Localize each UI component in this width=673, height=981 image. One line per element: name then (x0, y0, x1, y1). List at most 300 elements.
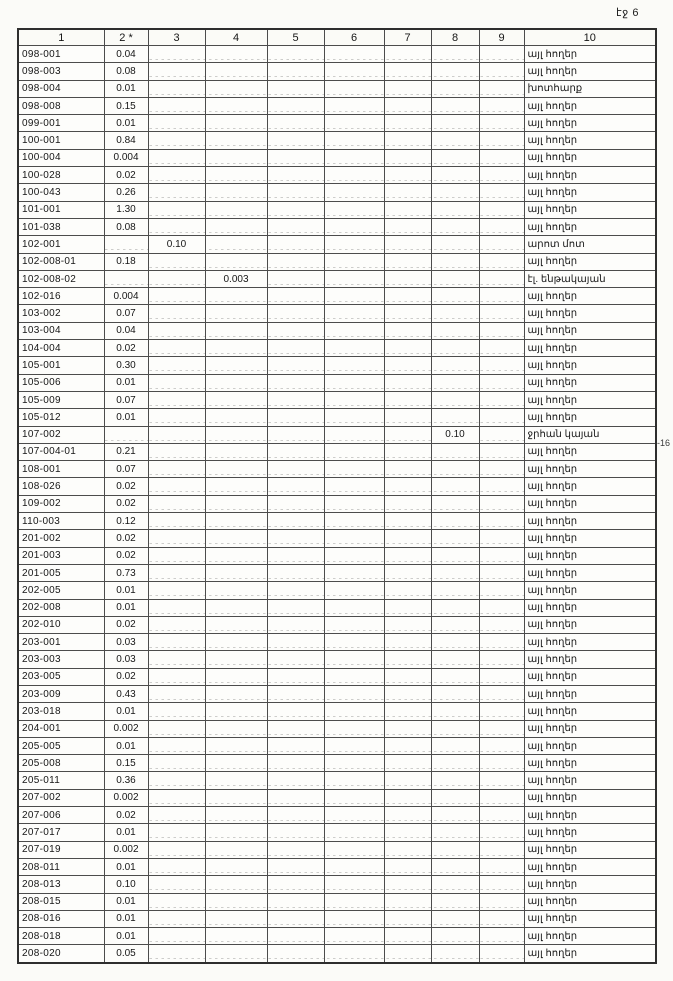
cell-area-value (148, 132, 205, 149)
cell-area-value (205, 876, 267, 893)
cell-area-value: 0.01 (104, 737, 148, 754)
table-row (18, 270, 656, 287)
cell-area-value (324, 80, 384, 97)
cell-area-value (324, 409, 384, 426)
cell-area-value (479, 80, 524, 97)
cell-area-value: 0.004 (104, 288, 148, 305)
table-row (18, 426, 656, 443)
cell-area-value (431, 599, 479, 616)
cell-area-value (479, 46, 524, 63)
cell-area-value (479, 305, 524, 322)
cell-area-value (384, 288, 431, 305)
cell-area-value (431, 807, 479, 824)
cell-area-value: 0.02 (104, 495, 148, 512)
cell-area-value (205, 789, 267, 806)
cell-area-value (431, 478, 479, 495)
cell-land-category: այլ հողեր (524, 253, 656, 270)
table-row (18, 97, 656, 114)
cell-area-value (431, 858, 479, 875)
table-row (18, 789, 656, 806)
cell-area-value: 0.18 (104, 253, 148, 270)
cell-area-value (205, 893, 267, 910)
table-row (18, 928, 656, 945)
cell-land-category: այլ հողեր (524, 668, 656, 685)
table-row (18, 391, 656, 408)
cell-area-value (431, 253, 479, 270)
cell-area-value (324, 201, 384, 218)
cell-area-value (104, 270, 148, 287)
cell-area-value (324, 755, 384, 772)
cell-area-value: 0.04 (104, 46, 148, 63)
cell-area-value: 0.002 (104, 841, 148, 858)
cell-area-value: 0.02 (104, 340, 148, 357)
cell-area-value (479, 167, 524, 184)
table-row (18, 634, 656, 651)
cell-area-value (205, 201, 267, 218)
cell-area-value (479, 824, 524, 841)
table-row (18, 668, 656, 685)
cell-parcel-code: 101-001 (18, 201, 104, 218)
cell-land-category: այլ հողեր (524, 513, 656, 530)
cell-land-category: այլ հողեր (524, 824, 656, 841)
cell-area-value (384, 789, 431, 806)
cell-area-value (205, 772, 267, 789)
cell-parcel-code: 105-006 (18, 374, 104, 391)
cell-area-value (205, 374, 267, 391)
cell-area-value (148, 720, 205, 737)
cell-area-value (267, 63, 324, 80)
column-header: 8 (431, 29, 479, 46)
cell-area-value (205, 80, 267, 97)
table-row (18, 80, 656, 97)
cell-area-value (431, 270, 479, 287)
cell-area-value (148, 97, 205, 114)
cell-land-category: այլ հողեր (524, 322, 656, 339)
cell-land-category: այլ հողեր (524, 167, 656, 184)
cell-area-value (148, 478, 205, 495)
cell-area-value (148, 184, 205, 201)
cell-area-value (479, 374, 524, 391)
cell-area-value (384, 253, 431, 270)
cell-area-value (267, 391, 324, 408)
column-header: 1 (18, 29, 104, 46)
cell-area-value (148, 737, 205, 754)
column-header: 5 (267, 29, 324, 46)
cell-area-value (479, 720, 524, 737)
cell-area-value (479, 651, 524, 668)
cell-area-value (267, 720, 324, 737)
cell-parcel-code: 108-026 (18, 478, 104, 495)
cell-area-value (205, 616, 267, 633)
cell-area-value (148, 46, 205, 63)
cell-area-value (324, 668, 384, 685)
cell-area-value (267, 115, 324, 132)
cell-area-value (431, 132, 479, 149)
table-row (18, 201, 656, 218)
cell-area-value (324, 599, 384, 616)
table-row (18, 547, 656, 564)
cell-parcel-code: 208-018 (18, 928, 104, 945)
cell-area-value (479, 893, 524, 910)
cell-parcel-code: 098-001 (18, 46, 104, 63)
cell-area-value (324, 582, 384, 599)
cell-area-value (205, 357, 267, 374)
cell-area-value (384, 80, 431, 97)
cell-area-value (148, 513, 205, 530)
cell-land-category: ջրհան կայան (524, 426, 656, 443)
cell-area-value (148, 945, 205, 963)
cell-area-value (148, 685, 205, 702)
column-header: 6 (324, 29, 384, 46)
cell-area-value (267, 461, 324, 478)
cell-area-value (148, 201, 205, 218)
cell-area-value (148, 564, 205, 581)
cell-area-value (267, 426, 324, 443)
cell-area-value (384, 495, 431, 512)
cell-area-value: 0.12 (104, 513, 148, 530)
cell-area-value: 0.43 (104, 685, 148, 702)
cell-area-value (205, 807, 267, 824)
table-row (18, 720, 656, 737)
cell-land-category: այլ հողեր (524, 149, 656, 166)
cell-area-value (431, 737, 479, 754)
cell-area-value: 0.36 (104, 772, 148, 789)
cell-area-value: 0.02 (104, 478, 148, 495)
cell-parcel-code: 203-009 (18, 685, 104, 702)
cell-parcel-code: 205-008 (18, 755, 104, 772)
cell-area-value (148, 443, 205, 460)
cell-area-value: 0.01 (104, 858, 148, 875)
cell-parcel-code: 207-006 (18, 807, 104, 824)
cell-area-value (384, 409, 431, 426)
table-row (18, 564, 656, 581)
cell-area-value (148, 616, 205, 633)
cell-area-value (384, 46, 431, 63)
cell-parcel-code: 110-003 (18, 513, 104, 530)
column-header: 2 * (104, 29, 148, 46)
table-row (18, 876, 656, 893)
table-row (18, 167, 656, 184)
cell-area-value (431, 46, 479, 63)
table-row (18, 236, 656, 253)
cell-area-value (148, 288, 205, 305)
cell-area-value (384, 236, 431, 253)
cell-area-value (384, 426, 431, 443)
cell-area-value (384, 340, 431, 357)
cell-area-value (479, 547, 524, 564)
cell-area-value: 0.01 (104, 374, 148, 391)
cell-parcel-code: 100-004 (18, 149, 104, 166)
cell-area-value (479, 63, 524, 80)
cell-area-value: 0.02 (104, 530, 148, 547)
cell-area-value (205, 755, 267, 772)
cell-area-value (324, 322, 384, 339)
cell-area-value (205, 564, 267, 581)
cell-area-value (148, 63, 205, 80)
table-row (18, 513, 656, 530)
cell-area-value: 0.10 (104, 876, 148, 893)
land-parcel-table (17, 28, 657, 964)
cell-area-value (479, 426, 524, 443)
table-row (18, 824, 656, 841)
cell-area-value (148, 547, 205, 564)
table-row (18, 599, 656, 616)
cell-land-category: այլ հողեր (524, 928, 656, 945)
cell-area-value (324, 634, 384, 651)
cell-area-value (205, 322, 267, 339)
cell-area-value (479, 582, 524, 599)
cell-area-value (148, 841, 205, 858)
cell-area-value (267, 340, 324, 357)
cell-land-category: այլ հողեր (524, 876, 656, 893)
cell-area-value (267, 253, 324, 270)
cell-area-value (148, 391, 205, 408)
cell-land-category: այլ հողեր (524, 772, 656, 789)
table-row (18, 46, 656, 63)
cell-parcel-code: 105-009 (18, 391, 104, 408)
cell-area-value (324, 288, 384, 305)
cell-area-value: 0.10 (431, 426, 479, 443)
cell-area-value (431, 564, 479, 581)
cell-area-value: 0.01 (104, 115, 148, 132)
cell-land-category: այլ հողեր (524, 288, 656, 305)
cell-area-value (431, 910, 479, 927)
cell-area-value (205, 530, 267, 547)
cell-area-value (267, 357, 324, 374)
cell-area-value (431, 616, 479, 633)
cell-area-value (479, 340, 524, 357)
cell-area-value (479, 634, 524, 651)
cell-area-value (384, 443, 431, 460)
cell-area-value (384, 305, 431, 322)
cell-area-value: 0.84 (104, 132, 148, 149)
cell-area-value (205, 478, 267, 495)
cell-area-value (205, 115, 267, 132)
cell-parcel-code: 202-008 (18, 599, 104, 616)
cell-area-value (148, 703, 205, 720)
table-row (18, 685, 656, 702)
cell-area-value (479, 391, 524, 408)
cell-area-value (324, 807, 384, 824)
cell-area-value: 0.07 (104, 305, 148, 322)
cell-area-value (479, 668, 524, 685)
cell-area-value (205, 46, 267, 63)
cell-area-value (205, 703, 267, 720)
table-row (18, 478, 656, 495)
cell-area-value (267, 807, 324, 824)
cell-area-value (324, 340, 384, 357)
cell-area-value (267, 876, 324, 893)
scan-artifact-mark: -16 (657, 438, 671, 448)
cell-area-value (267, 288, 324, 305)
cell-area-value (384, 513, 431, 530)
column-header: 7 (384, 29, 431, 46)
cell-area-value (148, 789, 205, 806)
cell-area-value (205, 582, 267, 599)
cell-area-value (431, 391, 479, 408)
cell-area-value (267, 703, 324, 720)
cell-area-value (148, 772, 205, 789)
cell-area-value (431, 461, 479, 478)
cell-area-value (324, 928, 384, 945)
cell-area-value (479, 270, 524, 287)
cell-area-value (431, 547, 479, 564)
cell-land-category: այլ հողեր (524, 357, 656, 374)
cell-parcel-code: 201-002 (18, 530, 104, 547)
cell-area-value (384, 115, 431, 132)
cell-area-value (205, 305, 267, 322)
cell-area-value (384, 651, 431, 668)
cell-area-value (148, 409, 205, 426)
cell-parcel-code: 102-016 (18, 288, 104, 305)
cell-area-value (431, 97, 479, 114)
cell-area-value (324, 858, 384, 875)
cell-land-category: այլ հողեր (524, 910, 656, 927)
cell-area-value (479, 97, 524, 114)
cell-area-value (384, 824, 431, 841)
table-row (18, 288, 656, 305)
table-row (18, 374, 656, 391)
cell-area-value (479, 115, 524, 132)
cell-area-value (148, 495, 205, 512)
cell-area-value (384, 772, 431, 789)
cell-area-value (148, 322, 205, 339)
cell-area-value (205, 184, 267, 201)
cell-area-value: 0.01 (104, 599, 148, 616)
cell-area-value (205, 513, 267, 530)
cell-area-value (205, 928, 267, 945)
cell-area-value (267, 478, 324, 495)
cell-parcel-code: 102-008-02 (18, 270, 104, 287)
cell-area-value (324, 391, 384, 408)
cell-parcel-code: 203-003 (18, 651, 104, 668)
cell-area-value (479, 737, 524, 754)
cell-land-category: այլ հողեր (524, 530, 656, 547)
cell-area-value (324, 184, 384, 201)
cell-area-value (267, 755, 324, 772)
cell-area-value (205, 253, 267, 270)
cell-area-value (479, 599, 524, 616)
cell-land-category: այլ հողեր (524, 478, 656, 495)
cell-area-value (384, 374, 431, 391)
cell-area-value (384, 876, 431, 893)
cell-area-value (205, 426, 267, 443)
cell-parcel-code: 099-001 (18, 115, 104, 132)
cell-area-value (431, 63, 479, 80)
cell-parcel-code: 207-019 (18, 841, 104, 858)
cell-area-value (324, 720, 384, 737)
cell-area-value (479, 513, 524, 530)
cell-area-value (479, 858, 524, 875)
cell-area-value (384, 582, 431, 599)
cell-land-category: այլ հողեր (524, 634, 656, 651)
column-header: 10 (524, 29, 656, 46)
cell-area-value (324, 97, 384, 114)
cell-parcel-code: 207-002 (18, 789, 104, 806)
cell-area-value (431, 374, 479, 391)
cell-area-value (205, 599, 267, 616)
cell-area-value (148, 876, 205, 893)
cell-area-value (267, 772, 324, 789)
cell-area-value (148, 893, 205, 910)
cell-area-value: 0.01 (104, 80, 148, 97)
cell-area-value (384, 530, 431, 547)
page-number-label: էջ 6 (616, 7, 639, 19)
cell-area-value (324, 910, 384, 927)
table-row (18, 305, 656, 322)
cell-parcel-code: 208-011 (18, 858, 104, 875)
cell-land-category: այլ հողեր (524, 616, 656, 633)
cell-area-value (267, 97, 324, 114)
cell-area-value (431, 167, 479, 184)
cell-area-value (384, 478, 431, 495)
cell-area-value (384, 755, 431, 772)
cell-parcel-code: 203-018 (18, 703, 104, 720)
cell-area-value (148, 824, 205, 841)
cell-area-value (324, 46, 384, 63)
cell-area-value (148, 167, 205, 184)
cell-parcel-code: 101-038 (18, 218, 104, 235)
cell-land-category: այլ հողեր (524, 685, 656, 702)
cell-area-value (267, 270, 324, 287)
cell-parcel-code: 205-011 (18, 772, 104, 789)
cell-area-value (384, 322, 431, 339)
cell-area-value (267, 374, 324, 391)
cell-area-value (431, 288, 479, 305)
cell-area-value (205, 149, 267, 166)
cell-parcel-code: 108-001 (18, 461, 104, 478)
cell-area-value (205, 461, 267, 478)
cell-area-value (431, 824, 479, 841)
cell-area-value: 0.02 (104, 616, 148, 633)
cell-land-category: այլ հողեր (524, 582, 656, 599)
cell-land-category: այլ հողեր (524, 703, 656, 720)
cell-area-value (205, 495, 267, 512)
cell-area-value (267, 928, 324, 945)
cell-area-value (104, 426, 148, 443)
table-row (18, 115, 656, 132)
cell-parcel-code: 202-010 (18, 616, 104, 633)
cell-area-value (205, 668, 267, 685)
cell-land-category: այլ հողեր (524, 63, 656, 80)
cell-area-value (479, 478, 524, 495)
cell-land-category: այլ հողեր (524, 340, 656, 357)
cell-area-value: 0.07 (104, 391, 148, 408)
cell-area-value (148, 599, 205, 616)
cell-area-value (479, 945, 524, 963)
table-row (18, 858, 656, 875)
cell-land-category: այլ հողեր (524, 651, 656, 668)
cell-area-value (384, 703, 431, 720)
cell-area-value (431, 530, 479, 547)
cell-land-category: այլ հողեր (524, 97, 656, 114)
cell-land-category: այլ հողեր (524, 115, 656, 132)
cell-area-value (148, 149, 205, 166)
cell-area-value (384, 97, 431, 114)
cell-area-value (267, 530, 324, 547)
cell-area-value (431, 357, 479, 374)
cell-area-value (384, 893, 431, 910)
cell-area-value (148, 928, 205, 945)
cell-area-value (267, 167, 324, 184)
cell-area-value (324, 616, 384, 633)
cell-area-value (384, 737, 431, 754)
cell-parcel-code: 100-028 (18, 167, 104, 184)
cell-area-value (205, 443, 267, 460)
cell-area-value (324, 236, 384, 253)
cell-area-value (431, 789, 479, 806)
table-row (18, 893, 656, 910)
